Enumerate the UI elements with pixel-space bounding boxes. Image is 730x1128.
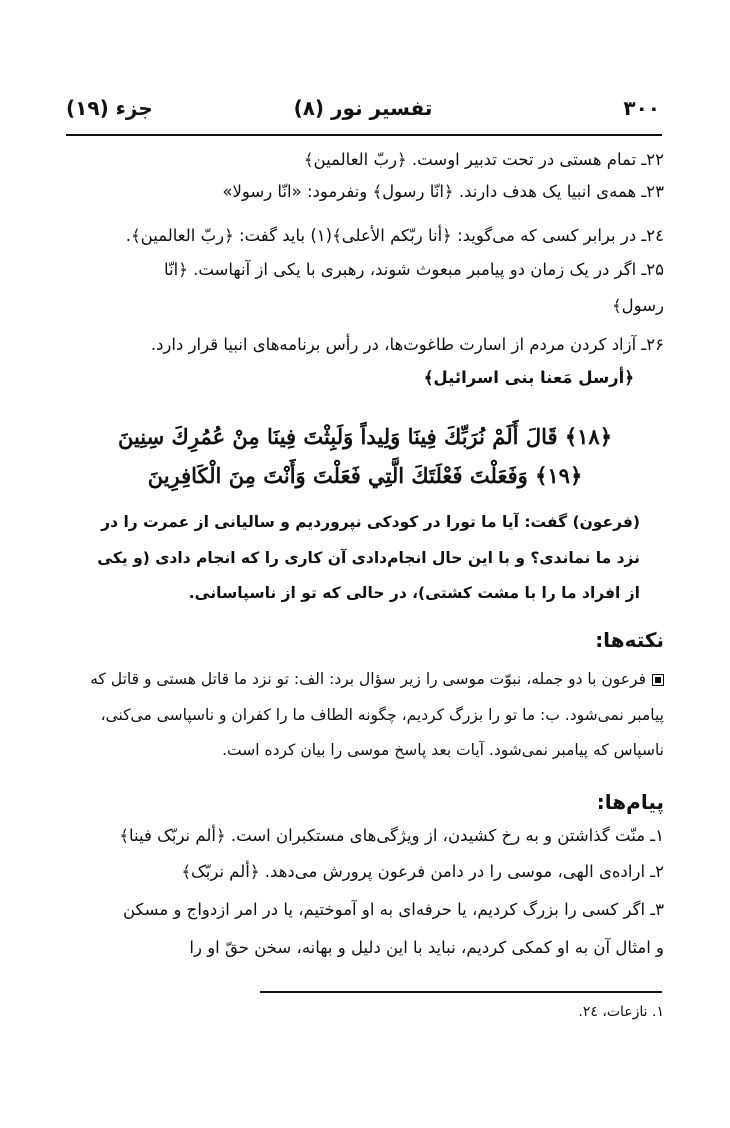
juz-label: جزء (۱۹) — [66, 96, 153, 120]
verse-18: ﴿۱۸﴾ قَالَ أَلَمْ نُرَبِّكَ فِينَا وَلِيداً وَلَبِثْتَ فِينَا مِنْ عُمُرِكَ سِنِينَ — [117, 424, 612, 449]
messages-heading: پیام‌ها: — [596, 790, 664, 814]
lesson-26-quote: ﴿أرسل مَعنا بنی اسرائیل﴾ — [423, 368, 634, 387]
lesson-25: ۲۵ـ اگر در یک زمان دو پیامبر مبعوث شوند، رهبری با یکی از آنهاست. ﴿انّا — [163, 260, 664, 279]
page-number: ۳۰۰ — [623, 96, 660, 120]
message-1: ۱ـ منّت گذاشتن و به رخ کشیدن، از ویژگی‌های مستکبران است. ﴿ألم نربّک فینا﴾ — [119, 826, 664, 845]
translation-line-3: از افراد ما را با مشت کشتی)، در حالی که تو از ناسپاسانی. — [188, 584, 640, 602]
message-3: ۳ـ اگر کسی را بزرگ کردیم، یا حرفه‌ای به او آموختیم، یا در امر ازدواج و مسکن — [122, 900, 664, 919]
footnote: ۱. نازعات، ۲٤. — [578, 1004, 664, 1020]
book-title: تفسیر نور (۸) — [293, 96, 433, 120]
verse-19: ﴿۱۹﴾ وَفَعَلْتَ فَعْلَتَكَ الَّتِي فَعَلْتَ وَأَنْتَ مِنَ الْكَافِرِينَ — [147, 463, 583, 488]
lesson-25-cont: رسول﴾ — [612, 296, 664, 315]
lesson-22: ۲۲ـ تمام هستی در تحت تدبیر اوست. ﴿ربّ العالمین﴾ — [303, 150, 664, 169]
footnote-divider — [260, 991, 662, 993]
translation-line-1: (فرعون) گفت: آیا ما تورا در کودکی نپروردیم و سالیانی از عمرت را در — [101, 513, 640, 531]
lesson-24: ۲٤ـ در برابر کسی که می‌گوید: ﴿أنا ربّکم الأعلی﴾(۱) باید گفت: ﴿ربّ العالمین﴾. — [125, 226, 664, 245]
note-line-1 — [66, 670, 664, 688]
message-3-cont: و امثال آن به او کمکی کردیم، نباید با این دلیل و بهانه، سخن حقّ او را — [189, 938, 664, 957]
note-line-1-text: فرعون با دو جمله، نبوّت موسی را زیر سؤال برد: الف: تو نزد ما قاتل هستی و قاتل که — [90, 670, 646, 688]
message-2: ۲ـ اراده‌ی الهی، موسی را در دامن فرعون پرورش می‌دهد. ﴿ألم نربّک﴾ — [181, 862, 664, 881]
note-line-2: پیامبر نمی‌شود. ب: ما تو را بزرگ کردیم، چگونه الطاف ما را کفران و ناسپاسی می‌کنی، — [100, 706, 664, 724]
lesson-23: ۲۳ـ همه‌ی انبیا یک هدف دارند. ﴿انّا رسول﴾ ونفرمود: «انّا رسولا» — [222, 182, 664, 201]
notes-heading: نکته‌ها: — [595, 628, 664, 652]
note-line-3: ناسپاس که پیامبر نمی‌شود. آیات بعد پاسخ موسی را بیان کرده است. — [222, 741, 664, 759]
page-header — [66, 96, 660, 130]
translation-line-2: نزد ما نماندی؟ و با این حال انجام‌دادی آن کاری را که انجام دادی (و یکی — [97, 549, 640, 567]
square-bullet-icon — [652, 674, 664, 686]
header-divider — [66, 134, 662, 136]
lesson-26: ۲۶ـ آزاد کردن مردم از اسارت طاغوت‌ها، در رأس برنامه‌های انبیا قرار دارد. — [150, 335, 664, 354]
